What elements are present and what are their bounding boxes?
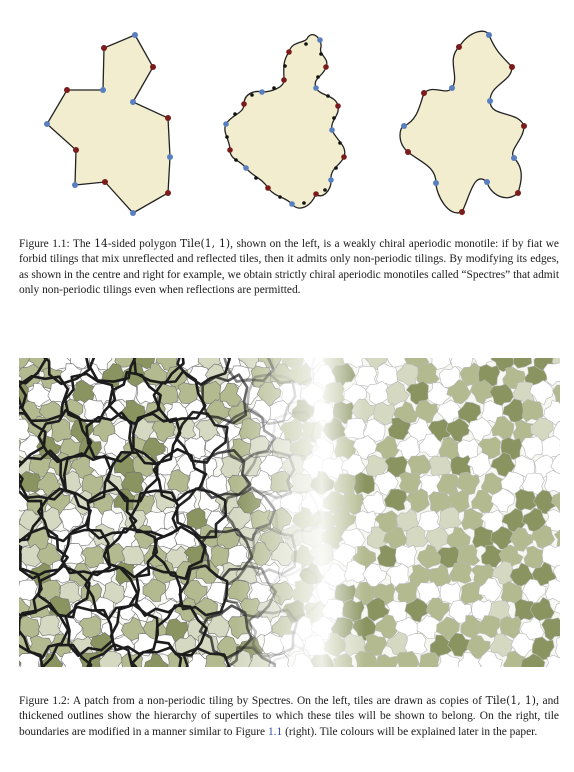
figure-1-1-math-14: 14 [94, 237, 108, 250]
figure-1-2-caption-part3: (right). Tile colours will be explained later in the paper. [285, 725, 538, 738]
figure-1-1-caption-mid: -sided polygon [107, 238, 177, 250]
figure-1-2-tiling-patch [19, 358, 560, 667]
tile-polygon-outline [47, 35, 170, 213]
figure-1-2-caption [19, 693, 559, 740]
figure-1-2-label: Figure 1.2: [19, 695, 70, 707]
figure-1-1-caption-pre: The [72, 238, 91, 250]
spectre-curved-outline [400, 31, 524, 213]
figure-1-1-caption [19, 236, 559, 299]
spectre-wavy-outline [225, 35, 345, 208]
figure-1-1-math-tile: Tile(1, 1) [179, 237, 231, 250]
spectre-wavy-shape [223, 35, 347, 208]
figure-1-1-illustration [0, 0, 574, 230]
figure-1-1-caption-rest: , shown on the left, is a weakly chiral aperiodic monotile: if by fiat we forbid tilings that mix unreflected and reflected tiles, then it admits only non-periodic tilings. By modifying its edges, as shown in the centre and right for example, we obtain strictly chiral aperiodic monotiles called “Spectres” that admit only non-periodic tilings even when reflections are permitted. [19, 238, 559, 297]
figure-1-2-math-tile: Tile(1, 1) [485, 694, 536, 707]
figure-1-1-reference-link[interactable]: 1.1 [267, 725, 283, 738]
spectre-curved-shape [400, 31, 527, 215]
figure-1-2-caption-part1: A patch from a non-periodic tiling by Spectres. On the left, tiles are drawn as copies of [72, 695, 482, 707]
tile-polygon-shape [44, 32, 173, 216]
tiling-fade-overlay [19, 358, 560, 667]
figure-1-2-caption-part2: , and thickened outlines show the hierarchy of supertiles to which these tiles will be shown to belong. On the right, tile boundaries are modified in a manner similar to Figure [19, 695, 559, 738]
figure-1-1-label: Figure 1.1: [19, 238, 70, 250]
